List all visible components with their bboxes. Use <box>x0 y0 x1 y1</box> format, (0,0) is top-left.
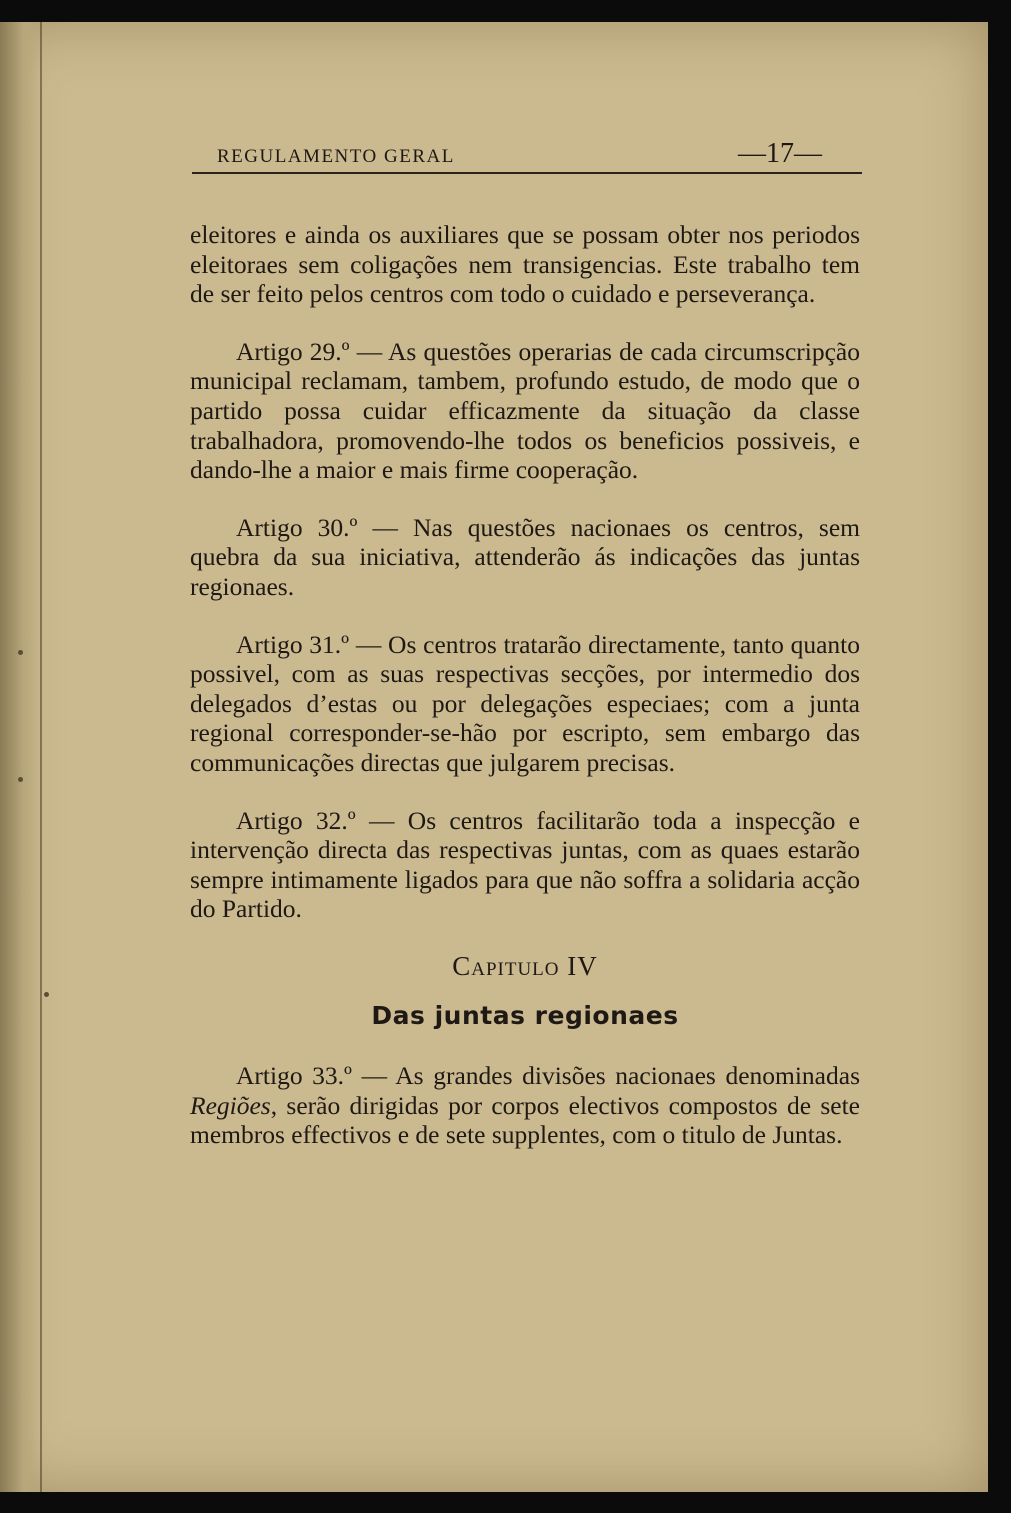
page-binding-shadow <box>0 22 40 1492</box>
section-title: Das juntas regionaes <box>371 1001 679 1031</box>
book-page <box>0 22 988 1492</box>
page-number: —17— <box>738 138 822 169</box>
binding-hole <box>18 650 23 655</box>
paragraph-continuation: eleitores e ainda os auxiliares que se possam obter nos periodos eleitoraes sem coligações nem transigencias. Este trabalho tem de ser feito pelos centros com todo o cuidado e perseverança. <box>190 220 860 309</box>
article-33-emphasis: Regiões <box>190 1090 271 1120</box>
page-fold-line <box>40 22 42 1492</box>
article-31: Artigo 31.º — Os centros tratarão directamente, tanto quanto possivel, com as suas respectivas secções, por intermedio dos delegados d’estas ou por delegações especiaes; com a junta regional corresponder-se-hão por escripto, sem embargo das communicações directas que julgarem precisas. <box>190 629 860 777</box>
article-29: Artigo 29.º — As questões operarias de cada circumscripção municipal reclamam, tambem, profundo estudo, de modo que o partido possa cuidar efficazmente da situação da classe trabalhadora, promovendo-lhe todos os beneficios possiveis, e dando-lhe a maior e mais firme cooperação. <box>190 336 860 485</box>
article-33 <box>190 1061 860 1150</box>
running-header <box>192 132 862 174</box>
binding-hole <box>44 992 49 997</box>
article-33-text-end: , serão dirigidas por corpos electivos compostos de sete membros effectivos e de sete supplentes, com o titulo de Juntas. <box>190 1090 860 1150</box>
running-title: REGULAMENTO GERAL <box>217 146 455 167</box>
binding-hole <box>18 777 23 782</box>
article-32: Artigo 32.º — Os centros facilitarão toda a inspecção e intervenção directa das respectivas juntas, com as quaes estarão sempre intimamente ligados para que não soffra a solidaria acção do Partido. <box>190 805 860 924</box>
page-body <box>190 220 860 1178</box>
article-33-text-start: Artigo 33.º — As grandes divisões nacionaes denominadas <box>236 1061 860 1091</box>
article-30: Artigo 30.º — Nas questões nacionaes os centros, sem quebra da sua iniciativa, attenderão ás indicações das juntas regionaes. <box>190 512 860 601</box>
chapter-heading: Capitulo IV <box>452 950 598 981</box>
